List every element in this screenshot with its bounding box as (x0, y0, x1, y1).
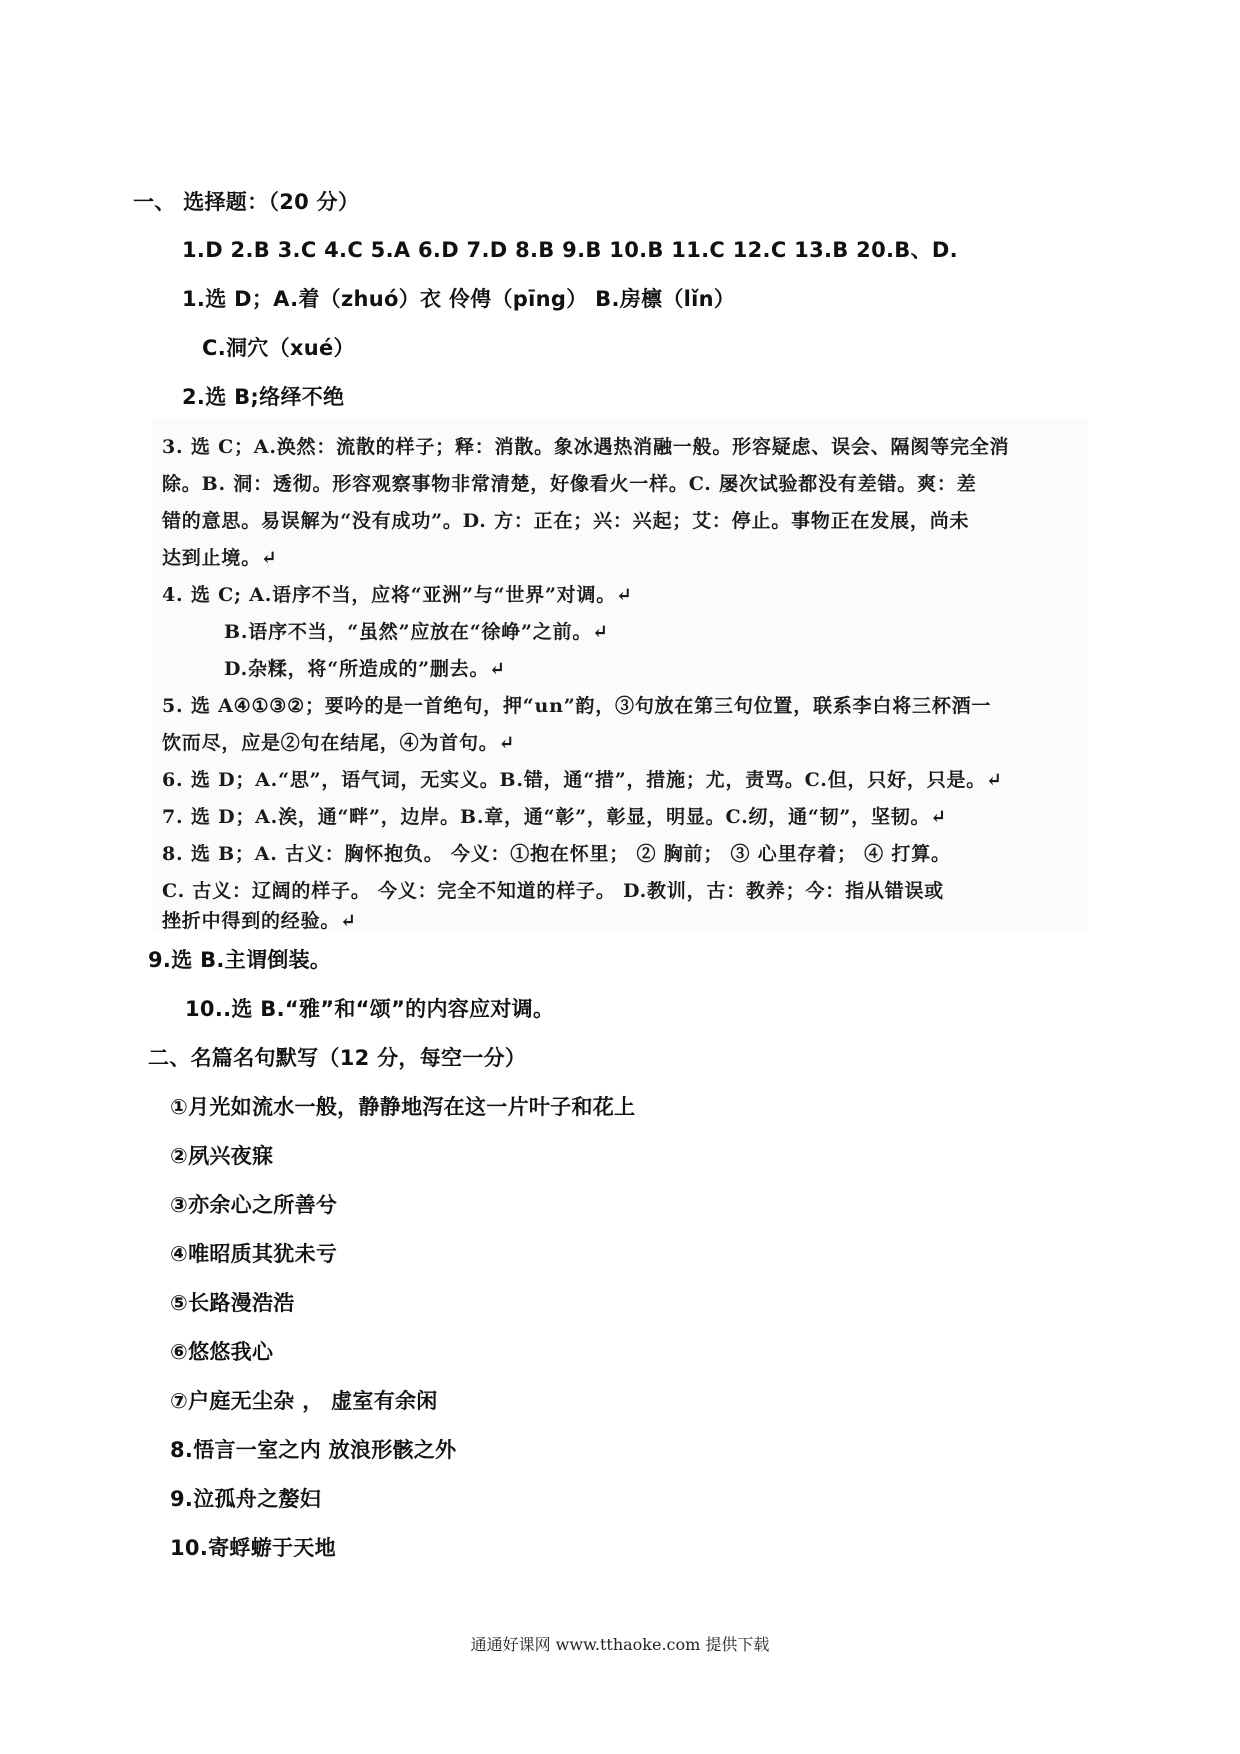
q2-explanation: 2.选 B;络绎不绝 (182, 385, 345, 409)
scanned-explanations-block (152, 418, 1088, 930)
recitation-item: 8.悟言一室之内 放浪形骸之外 (170, 1438, 457, 1462)
q9-explanation: 9.选 B.主谓倒装。 (148, 948, 332, 972)
section-2-heading: 二、名篇名句默写（12 分，每空一分） (148, 1046, 527, 1070)
q1-explanation-line1: 1.选 D；A.着（zhuó）衣 伶俜（pīng） B.房檩（lǐn） (182, 287, 736, 311)
scan-line: 饮而尽，应是②句在结尾，④为首句。↵ (162, 732, 516, 754)
scan-line: 达到止境。↵ (162, 547, 278, 569)
scan-line: 6. 选 D；A.“思”，语气词，无实义。B.错，通“措”，措施；尤，责骂。C.但，只好，只是。↵ (162, 769, 1003, 791)
answer-key-line: 1.D 2.B 3.C 4.C 5.A 6.D 7.D 8.B 9.B 10.B 11.C 12.C 13.B 20.B、D. (182, 238, 958, 262)
q1-explanation-line2: C.洞穴（xué） (202, 336, 355, 360)
recitation-item: ⑤长路漫浩浩 (170, 1291, 295, 1315)
scan-line: 挫折中得到的经验。↵ (162, 910, 357, 932)
recitation-item: 10.寄蜉蝣于天地 (170, 1536, 336, 1560)
recitation-item: ⑥悠悠我心 (170, 1340, 274, 1364)
scan-line: 7. 选 D；A.涘，通“畔”，边岸。B.章，通“彰”，彰显，明显。C.纫，通“韧”，坚韧。↵ (162, 806, 948, 828)
scan-line: B.语序不当，“虽然”应放在“徐峥”之前。↵ (224, 621, 609, 643)
scan-line: 4. 选 C; A.语序不当，应将“亚洲”与“世界”对调。↵ (162, 584, 633, 606)
scan-line: 5. 选 A④①③②；要吟的是一首绝句，押“un”韵，③句放在第三句位置，联系李白将三杯酒一 (162, 695, 992, 717)
recitation-item: ⑦户庭无尘杂 ， 虚室有余闲 (170, 1389, 438, 1413)
section-1-heading: 一、 选择题：（20 分） (133, 190, 360, 214)
recitation-item: ①月光如流水一般，静静地泻在这一片叶子和花上 (170, 1095, 636, 1119)
scan-line: D.杂糅，将“所造成的”删去。↵ (224, 658, 506, 680)
scan-line: 除。B. 洞：透彻。形容观察事物非常清楚，好像看火一样。C. 屡次试验都没有差错。爽：差 (162, 473, 977, 495)
recitation-item: ④唯昭质其犹未亏 (170, 1242, 338, 1266)
recitation-item: ②夙兴夜寐 (170, 1144, 274, 1168)
q10-explanation: 10..选 B.“雅”和“颂”的内容应对调。 (185, 997, 555, 1021)
recitation-item: 9.泣孤舟之嫠妇 (170, 1487, 321, 1511)
scan-line: 8. 选 B；A. 古义：胸怀抱负。 今义：①抱在怀里； ② 胸前； ③ 心里存着； ④ 打算。 (162, 843, 951, 865)
page-footer: 通通好课网 www.tthaoke.com 提供下载 (470, 1635, 770, 1654)
scan-line: 3. 选 C；A.涣然：流散的样子；释：消散。象冰遇热消融一般。形容疑虑、误会、隔阂等完全消 (162, 436, 1010, 458)
scan-line: 错的意思。易误解为“没有成功”。D. 方：正在；兴：兴起；艾：停止。事物正在发展，尚未 (162, 510, 970, 532)
scan-line: C. 古义：辽阔的样子。 今义：完全不知道的样子。 D.教训，古：教养；今：指从错误或 (162, 880, 945, 902)
recitation-item: ③亦余心之所善兮 (170, 1193, 338, 1217)
